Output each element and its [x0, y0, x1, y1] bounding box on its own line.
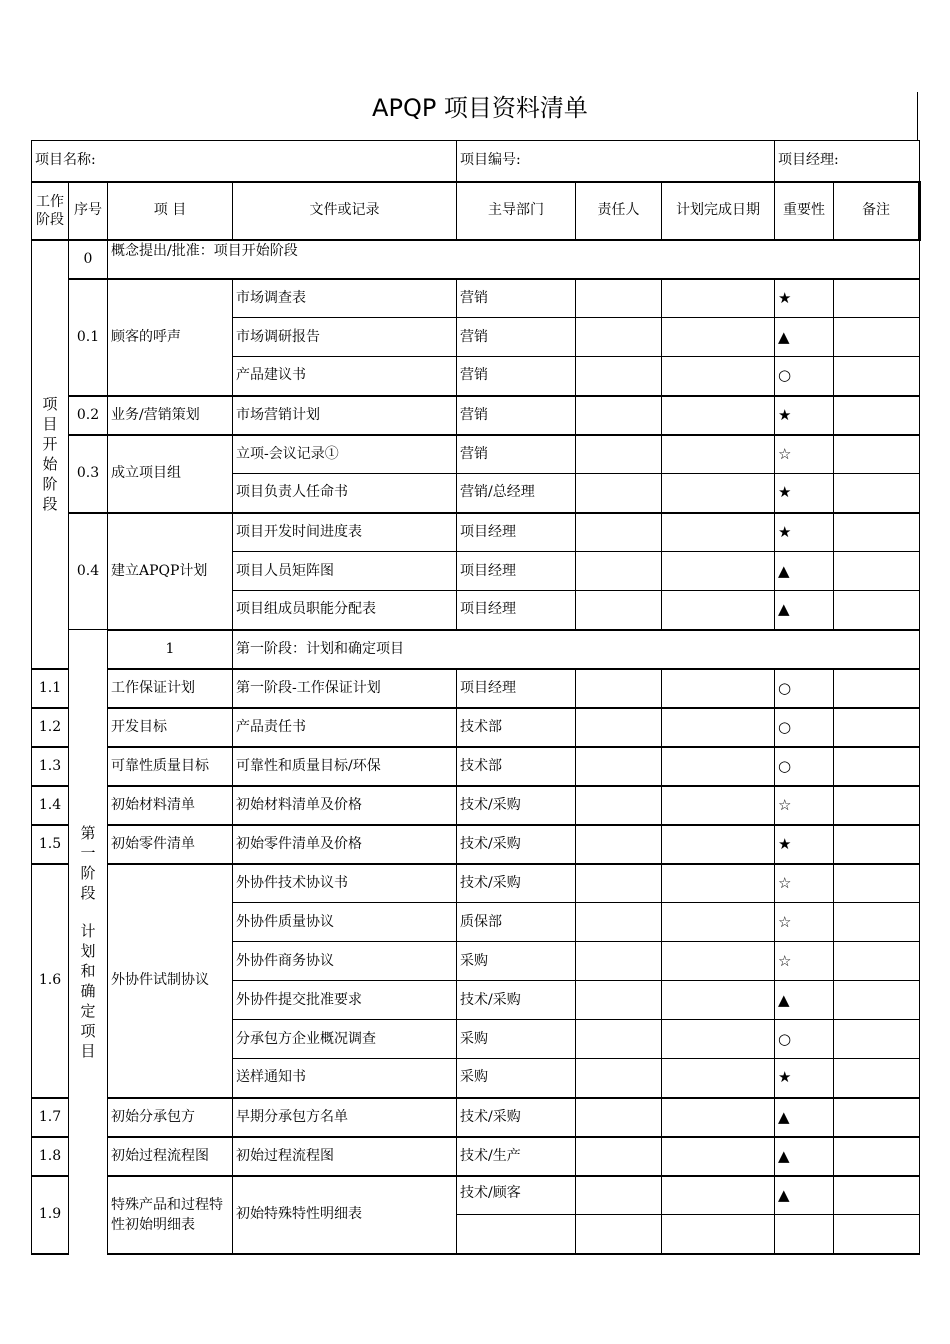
- remark-cell[interactable]: [834, 747, 920, 786]
- seq-cell: 0.3: [69, 435, 108, 513]
- remark-cell[interactable]: [834, 1215, 920, 1254]
- item-cell: 开发目标: [108, 708, 233, 747]
- phase-title: 概念提出/批准：项目开始阶段: [108, 240, 920, 279]
- item-cell: 初始零件清单: [108, 825, 233, 864]
- dept-cell: 技术部: [457, 708, 576, 747]
- importance-cell[interactable]: [775, 1215, 834, 1254]
- person-cell[interactable]: [576, 1215, 662, 1254]
- dept-cell: 采购: [457, 942, 576, 981]
- importance-cell: ○: [775, 669, 834, 708]
- doc-cell: 市场调研报告: [233, 318, 457, 357]
- date-cell[interactable]: [662, 1215, 775, 1254]
- seq-cell: 1.5: [32, 825, 69, 864]
- date-cell[interactable]: [662, 435, 775, 474]
- person-cell[interactable]: [576, 825, 662, 864]
- person-cell[interactable]: [576, 357, 662, 396]
- seq-cell: 0.4: [69, 513, 108, 630]
- date-cell[interactable]: [662, 279, 775, 318]
- date-cell[interactable]: [662, 318, 775, 357]
- person-cell[interactable]: [576, 318, 662, 357]
- header-date: 计划完成日期: [662, 182, 775, 240]
- date-cell[interactable]: [662, 513, 775, 552]
- person-cell[interactable]: [576, 1098, 662, 1137]
- item-cell: 业务/营销策划: [108, 396, 233, 435]
- importance-cell: ○: [775, 357, 834, 396]
- date-cell[interactable]: [662, 1020, 775, 1059]
- remark-cell[interactable]: [834, 1137, 920, 1176]
- dept-cell: 技术/顾客: [457, 1176, 576, 1215]
- dept-cell: 技术/采购: [457, 864, 576, 903]
- doc-cell: 第一阶段-工作保证计划: [233, 669, 457, 708]
- header-row: [32, 182, 920, 240]
- seq-cell: 1.2: [32, 708, 69, 747]
- person-cell[interactable]: [576, 747, 662, 786]
- dept-cell: 营销: [457, 396, 576, 435]
- importance-cell: ☆: [775, 942, 834, 981]
- dept-cell: 技术/采购: [457, 1098, 576, 1137]
- table-row: [32, 279, 920, 318]
- importance-cell: ★: [775, 513, 834, 552]
- remark-cell[interactable]: [834, 981, 920, 1020]
- header-dept: 主导部门: [457, 182, 576, 240]
- person-cell[interactable]: [576, 279, 662, 318]
- item-cell: 特殊产品和过程特性初始明细表: [108, 1176, 233, 1254]
- top-right-rule: [917, 92, 918, 140]
- dept-cell: 营销/总经理: [457, 474, 576, 513]
- doc-cell: 分承包方企业概况调查: [233, 1020, 457, 1059]
- importance-cell: ☆: [775, 786, 834, 825]
- remark-cell[interactable]: [834, 396, 920, 435]
- importance-cell: ▲: [775, 1137, 834, 1176]
- dept-cell: 技术部: [457, 747, 576, 786]
- date-cell[interactable]: [662, 786, 775, 825]
- stage-project-start: 项 目 开 始 阶 段: [32, 240, 69, 669]
- dept-cell: 营销: [457, 318, 576, 357]
- person-cell[interactable]: [576, 1137, 662, 1176]
- date-cell[interactable]: [662, 864, 775, 903]
- doc-cell: 送样通知书: [233, 1059, 457, 1098]
- stage-planning: 第 一 阶 段 计 划 和 确 定 项 目: [69, 630, 108, 1254]
- date-cell[interactable]: [662, 591, 775, 630]
- remark-cell[interactable]: [834, 435, 920, 474]
- page-title: APQP 项目资料清单: [372, 94, 588, 122]
- importance-cell: ○: [775, 747, 834, 786]
- item-cell: 成立项目组: [108, 435, 233, 513]
- project-name-field[interactable]: 项目名称:: [32, 141, 457, 182]
- header-stage: 工作阶段: [32, 182, 69, 240]
- date-cell[interactable]: [662, 396, 775, 435]
- remark-cell[interactable]: [834, 825, 920, 864]
- person-cell[interactable]: [576, 513, 662, 552]
- item-cell: 外协件试制协议: [108, 864, 233, 1098]
- dept-cell: 技术/采购: [457, 786, 576, 825]
- dept-cell: 采购: [457, 1059, 576, 1098]
- project-number-field[interactable]: 项目编号:: [457, 141, 775, 182]
- doc-cell: 初始过程流程图: [233, 1137, 457, 1176]
- header-doc: 文件或记录: [233, 182, 457, 240]
- importance-cell: ▲: [775, 552, 834, 591]
- importance-cell: ☆: [775, 435, 834, 474]
- table-row: [32, 1137, 920, 1176]
- dept-cell: 营销: [457, 357, 576, 396]
- header-seq: 序号: [69, 182, 108, 240]
- header-item: 项 目: [108, 182, 233, 240]
- date-cell[interactable]: [662, 708, 775, 747]
- person-cell[interactable]: [576, 942, 662, 981]
- dept-cell: 项目经理: [457, 552, 576, 591]
- doc-cell: 外协件质量协议: [233, 903, 457, 942]
- table-row: [32, 1176, 920, 1215]
- table-row: [32, 435, 920, 474]
- seq-cell: 1.7: [32, 1098, 69, 1137]
- doc-cell: 项目开发时间进度表: [233, 513, 457, 552]
- person-cell[interactable]: [576, 903, 662, 942]
- doc-cell: 产品建议书: [233, 357, 457, 396]
- table-row: [32, 708, 920, 747]
- phase-row: [32, 630, 920, 669]
- importance-cell: ▲: [775, 1098, 834, 1137]
- project-manager-field[interactable]: 项目经理:: [775, 141, 920, 182]
- header-person: 责任人: [576, 182, 662, 240]
- remark-cell[interactable]: [834, 903, 920, 942]
- dept-cell: 项目经理: [457, 591, 576, 630]
- date-cell[interactable]: [662, 669, 775, 708]
- remark-cell[interactable]: [834, 357, 920, 396]
- doc-cell: 项目人员矩阵图: [233, 552, 457, 591]
- seq-cell: 1.6: [32, 864, 69, 1098]
- remark-cell[interactable]: [834, 474, 920, 513]
- importance-cell: ○: [775, 708, 834, 747]
- date-cell[interactable]: [662, 825, 775, 864]
- dept-cell: 项目经理: [457, 669, 576, 708]
- importance-cell: ▲: [775, 981, 834, 1020]
- doc-cell: 初始零件清单及价格: [233, 825, 457, 864]
- person-cell[interactable]: [576, 474, 662, 513]
- doc-cell: 初始特殊特性明细表: [233, 1176, 457, 1254]
- dept-cell: 质保部: [457, 903, 576, 942]
- remark-cell[interactable]: [834, 669, 920, 708]
- doc-cell: 早期分承包方名单: [233, 1098, 457, 1137]
- table-row: [32, 513, 920, 552]
- importance-cell: ★: [775, 825, 834, 864]
- person-cell[interactable]: [576, 1059, 662, 1098]
- table-row: [32, 396, 920, 435]
- person-cell[interactable]: [576, 435, 662, 474]
- doc-cell: 市场调查表: [233, 279, 457, 318]
- date-cell[interactable]: [662, 981, 775, 1020]
- dept-cell: 营销: [457, 279, 576, 318]
- date-cell[interactable]: [662, 747, 775, 786]
- seq-cell: 1.3: [32, 747, 69, 786]
- seq-cell: 1.4: [32, 786, 69, 825]
- person-cell[interactable]: [576, 1176, 662, 1215]
- remark-cell[interactable]: [834, 942, 920, 981]
- apqp-checklist-table: [31, 140, 921, 1255]
- remark-cell[interactable]: [834, 1176, 920, 1215]
- remark-cell[interactable]: [834, 1020, 920, 1059]
- remark-cell[interactable]: [834, 552, 920, 591]
- remark-cell[interactable]: [834, 864, 920, 903]
- person-cell[interactable]: [576, 786, 662, 825]
- seq-cell: 1.1: [32, 669, 69, 708]
- date-cell[interactable]: [662, 1176, 775, 1215]
- date-cell[interactable]: [662, 903, 775, 942]
- doc-cell: 外协件商务协议: [233, 942, 457, 981]
- project-info-row: [32, 141, 920, 182]
- table-row: [32, 747, 920, 786]
- importance-cell: ○: [775, 1020, 834, 1059]
- seq-cell: 1.9: [32, 1176, 69, 1254]
- item-cell: 建立APQP计划: [108, 513, 233, 630]
- dept-cell: 采购: [457, 1020, 576, 1059]
- doc-cell: 项目负责人任命书: [233, 474, 457, 513]
- doc-cell: 项目组成员职能分配表: [233, 591, 457, 630]
- person-cell[interactable]: [576, 552, 662, 591]
- date-cell[interactable]: [662, 942, 775, 981]
- header-remark: 备注: [834, 182, 920, 240]
- date-cell[interactable]: [662, 1059, 775, 1098]
- table-row: [32, 669, 920, 708]
- date-cell[interactable]: [662, 552, 775, 591]
- remark-cell[interactable]: [834, 708, 920, 747]
- person-cell[interactable]: [576, 591, 662, 630]
- doc-cell: 产品责任书: [233, 708, 457, 747]
- doc-cell: 外协件技术协议书: [233, 864, 457, 903]
- doc-cell: 外协件提交批准要求: [233, 981, 457, 1020]
- dept-cell: 项目经理: [457, 513, 576, 552]
- table-row: [32, 864, 920, 903]
- importance-cell: ★: [775, 1059, 834, 1098]
- item-cell: 顾客的呼声: [108, 279, 233, 396]
- person-cell[interactable]: [576, 396, 662, 435]
- dept-cell: 营销: [457, 435, 576, 474]
- seq-cell: 0: [69, 240, 108, 279]
- importance-cell: ▲: [775, 318, 834, 357]
- importance-cell: ☆: [775, 864, 834, 903]
- person-cell[interactable]: [576, 708, 662, 747]
- remark-cell[interactable]: [834, 318, 920, 357]
- doc-cell: 市场营销计划: [233, 396, 457, 435]
- date-cell[interactable]: [662, 1098, 775, 1137]
- item-cell: 初始材料清单: [108, 786, 233, 825]
- remark-cell[interactable]: [834, 1098, 920, 1137]
- doc-cell: 可靠性和质量目标/环保: [233, 747, 457, 786]
- remark-cell[interactable]: [834, 279, 920, 318]
- remark-cell[interactable]: [834, 1059, 920, 1098]
- remark-cell[interactable]: [834, 591, 920, 630]
- dept-cell: 技术/采购: [457, 981, 576, 1020]
- person-cell[interactable]: [576, 1020, 662, 1059]
- phase-row: [32, 240, 920, 279]
- importance-cell: ▲: [775, 1176, 834, 1215]
- date-cell[interactable]: [662, 1137, 775, 1176]
- table-row: [32, 1098, 920, 1137]
- doc-cell: 立项-会议记录①: [233, 435, 457, 474]
- seq-cell: 0.2: [69, 396, 108, 435]
- importance-cell: ★: [775, 396, 834, 435]
- item-cell: 可靠性质量目标: [108, 747, 233, 786]
- person-cell[interactable]: [576, 981, 662, 1020]
- phase-title: 第一阶段：计划和确定项目: [233, 630, 920, 669]
- table-row: [32, 786, 920, 825]
- importance-cell: ★: [775, 474, 834, 513]
- date-cell[interactable]: [662, 357, 775, 396]
- importance-cell: ☆: [775, 903, 834, 942]
- person-cell[interactable]: [576, 669, 662, 708]
- remark-cell[interactable]: [834, 786, 920, 825]
- item-cell: 初始分承包方: [108, 1098, 233, 1137]
- date-cell[interactable]: [662, 474, 775, 513]
- item-cell: 工作保证计划: [108, 669, 233, 708]
- seq-cell: 1: [108, 630, 233, 669]
- remark-cell[interactable]: [834, 513, 920, 552]
- seq-cell: 0.1: [69, 279, 108, 396]
- table-row: [32, 825, 920, 864]
- header-importance: 重要性: [775, 182, 834, 240]
- dept-cell: 技术/生产: [457, 1137, 576, 1176]
- seq-cell: 1.8: [32, 1137, 69, 1176]
- dept-cell: 技术/采购: [457, 825, 576, 864]
- doc-cell: 初始材料清单及价格: [233, 786, 457, 825]
- importance-cell: ★: [775, 279, 834, 318]
- person-cell[interactable]: [576, 864, 662, 903]
- importance-cell: ▲: [775, 591, 834, 630]
- dept-cell[interactable]: [457, 1215, 576, 1254]
- item-cell: 初始过程流程图: [108, 1137, 233, 1176]
